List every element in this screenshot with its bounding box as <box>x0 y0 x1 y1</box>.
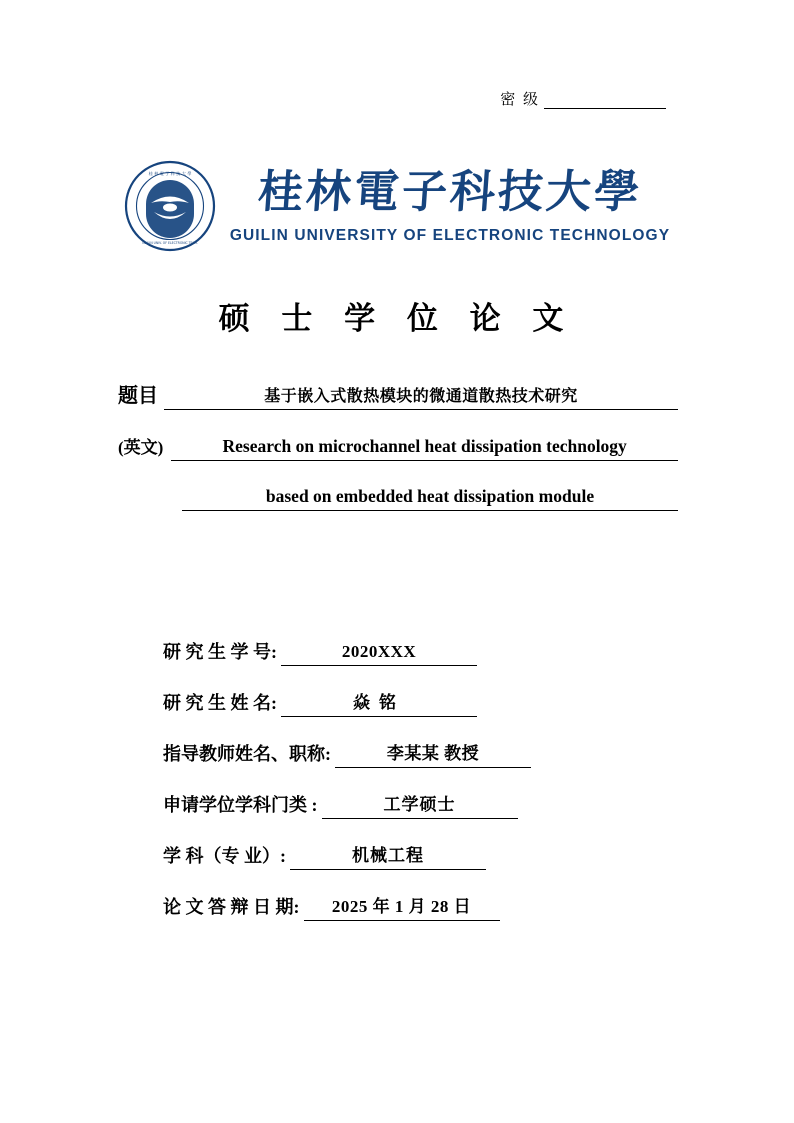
field-value-discipline: 机械工程 <box>290 841 486 870</box>
field-value-student-name: 焱铭 <box>281 688 477 717</box>
secrecy-level-label: 密 级 <box>500 92 540 108</box>
degree-type-heading: 硕 士 学 位 论 文 <box>218 301 576 336</box>
field-value-degree-category: 工学硕士 <box>322 790 518 819</box>
field-row-discipline <box>0 841 794 870</box>
field-label-supervisor: 指导教师姓名、职称: <box>163 744 331 764</box>
thesis-title-cn-row <box>118 379 678 410</box>
field-row-student-name <box>0 688 794 717</box>
secrecy-level-row <box>500 88 666 109</box>
field-row-defense-date <box>0 892 794 921</box>
field-label-discipline: 学 科（专 业）: <box>163 846 286 866</box>
university-logo-icon <box>124 160 216 252</box>
thesis-title-en-row-1 <box>118 433 678 461</box>
university-name-cn: 桂林電子科技大學 <box>256 167 644 218</box>
thesis-title-cn-value: 基于嵌入式散热模块的微通道散热技术研究 <box>164 383 678 410</box>
field-row-supervisor <box>0 739 794 768</box>
field-row-degree-category <box>0 790 794 819</box>
field-label-degree-category: 申请学位学科门类 : <box>163 795 318 815</box>
field-value-supervisor: 李某某 教授 <box>335 739 531 768</box>
thesis-info-fields <box>0 638 794 943</box>
field-value-student-id: 2020XXX <box>281 642 477 666</box>
thesis-title-en-row-2 <box>182 486 678 511</box>
thesis-title-en-label: (英文) <box>118 438 164 457</box>
field-value-defense-date: 2025 年 1 月 28 日 <box>304 892 500 921</box>
field-label-defense-date: 论 文 答 辩 日 期: <box>163 897 300 917</box>
university-name-block <box>230 167 670 245</box>
svg-text:桂 林 電 子 科 技 大 學: 桂 林 電 子 科 技 大 學 <box>148 171 192 176</box>
field-label-student-id: 研 究 生 学 号: <box>163 642 277 662</box>
svg-text:GUILIN UNIV. OF ELECTRONIC TEC: GUILIN UNIV. OF ELECTRONIC TECH. <box>141 241 198 245</box>
university-name-en: GUILIN UNIVERSITY OF ELECTRONIC TECHNOLOGY <box>229 226 671 244</box>
university-header <box>0 160 794 252</box>
secrecy-level-blank <box>544 91 666 109</box>
thesis-title-en-value-line1: Research on microchannel heat dissipation technology <box>171 436 678 461</box>
field-row-student-id <box>0 638 794 666</box>
thesis-title-en-value-line2: based on embedded heat dissipation module <box>182 486 678 511</box>
thesis-title-cn-label: 题目 <box>118 385 158 407</box>
field-label-student-name: 研 究 生 姓 名: <box>163 693 277 713</box>
